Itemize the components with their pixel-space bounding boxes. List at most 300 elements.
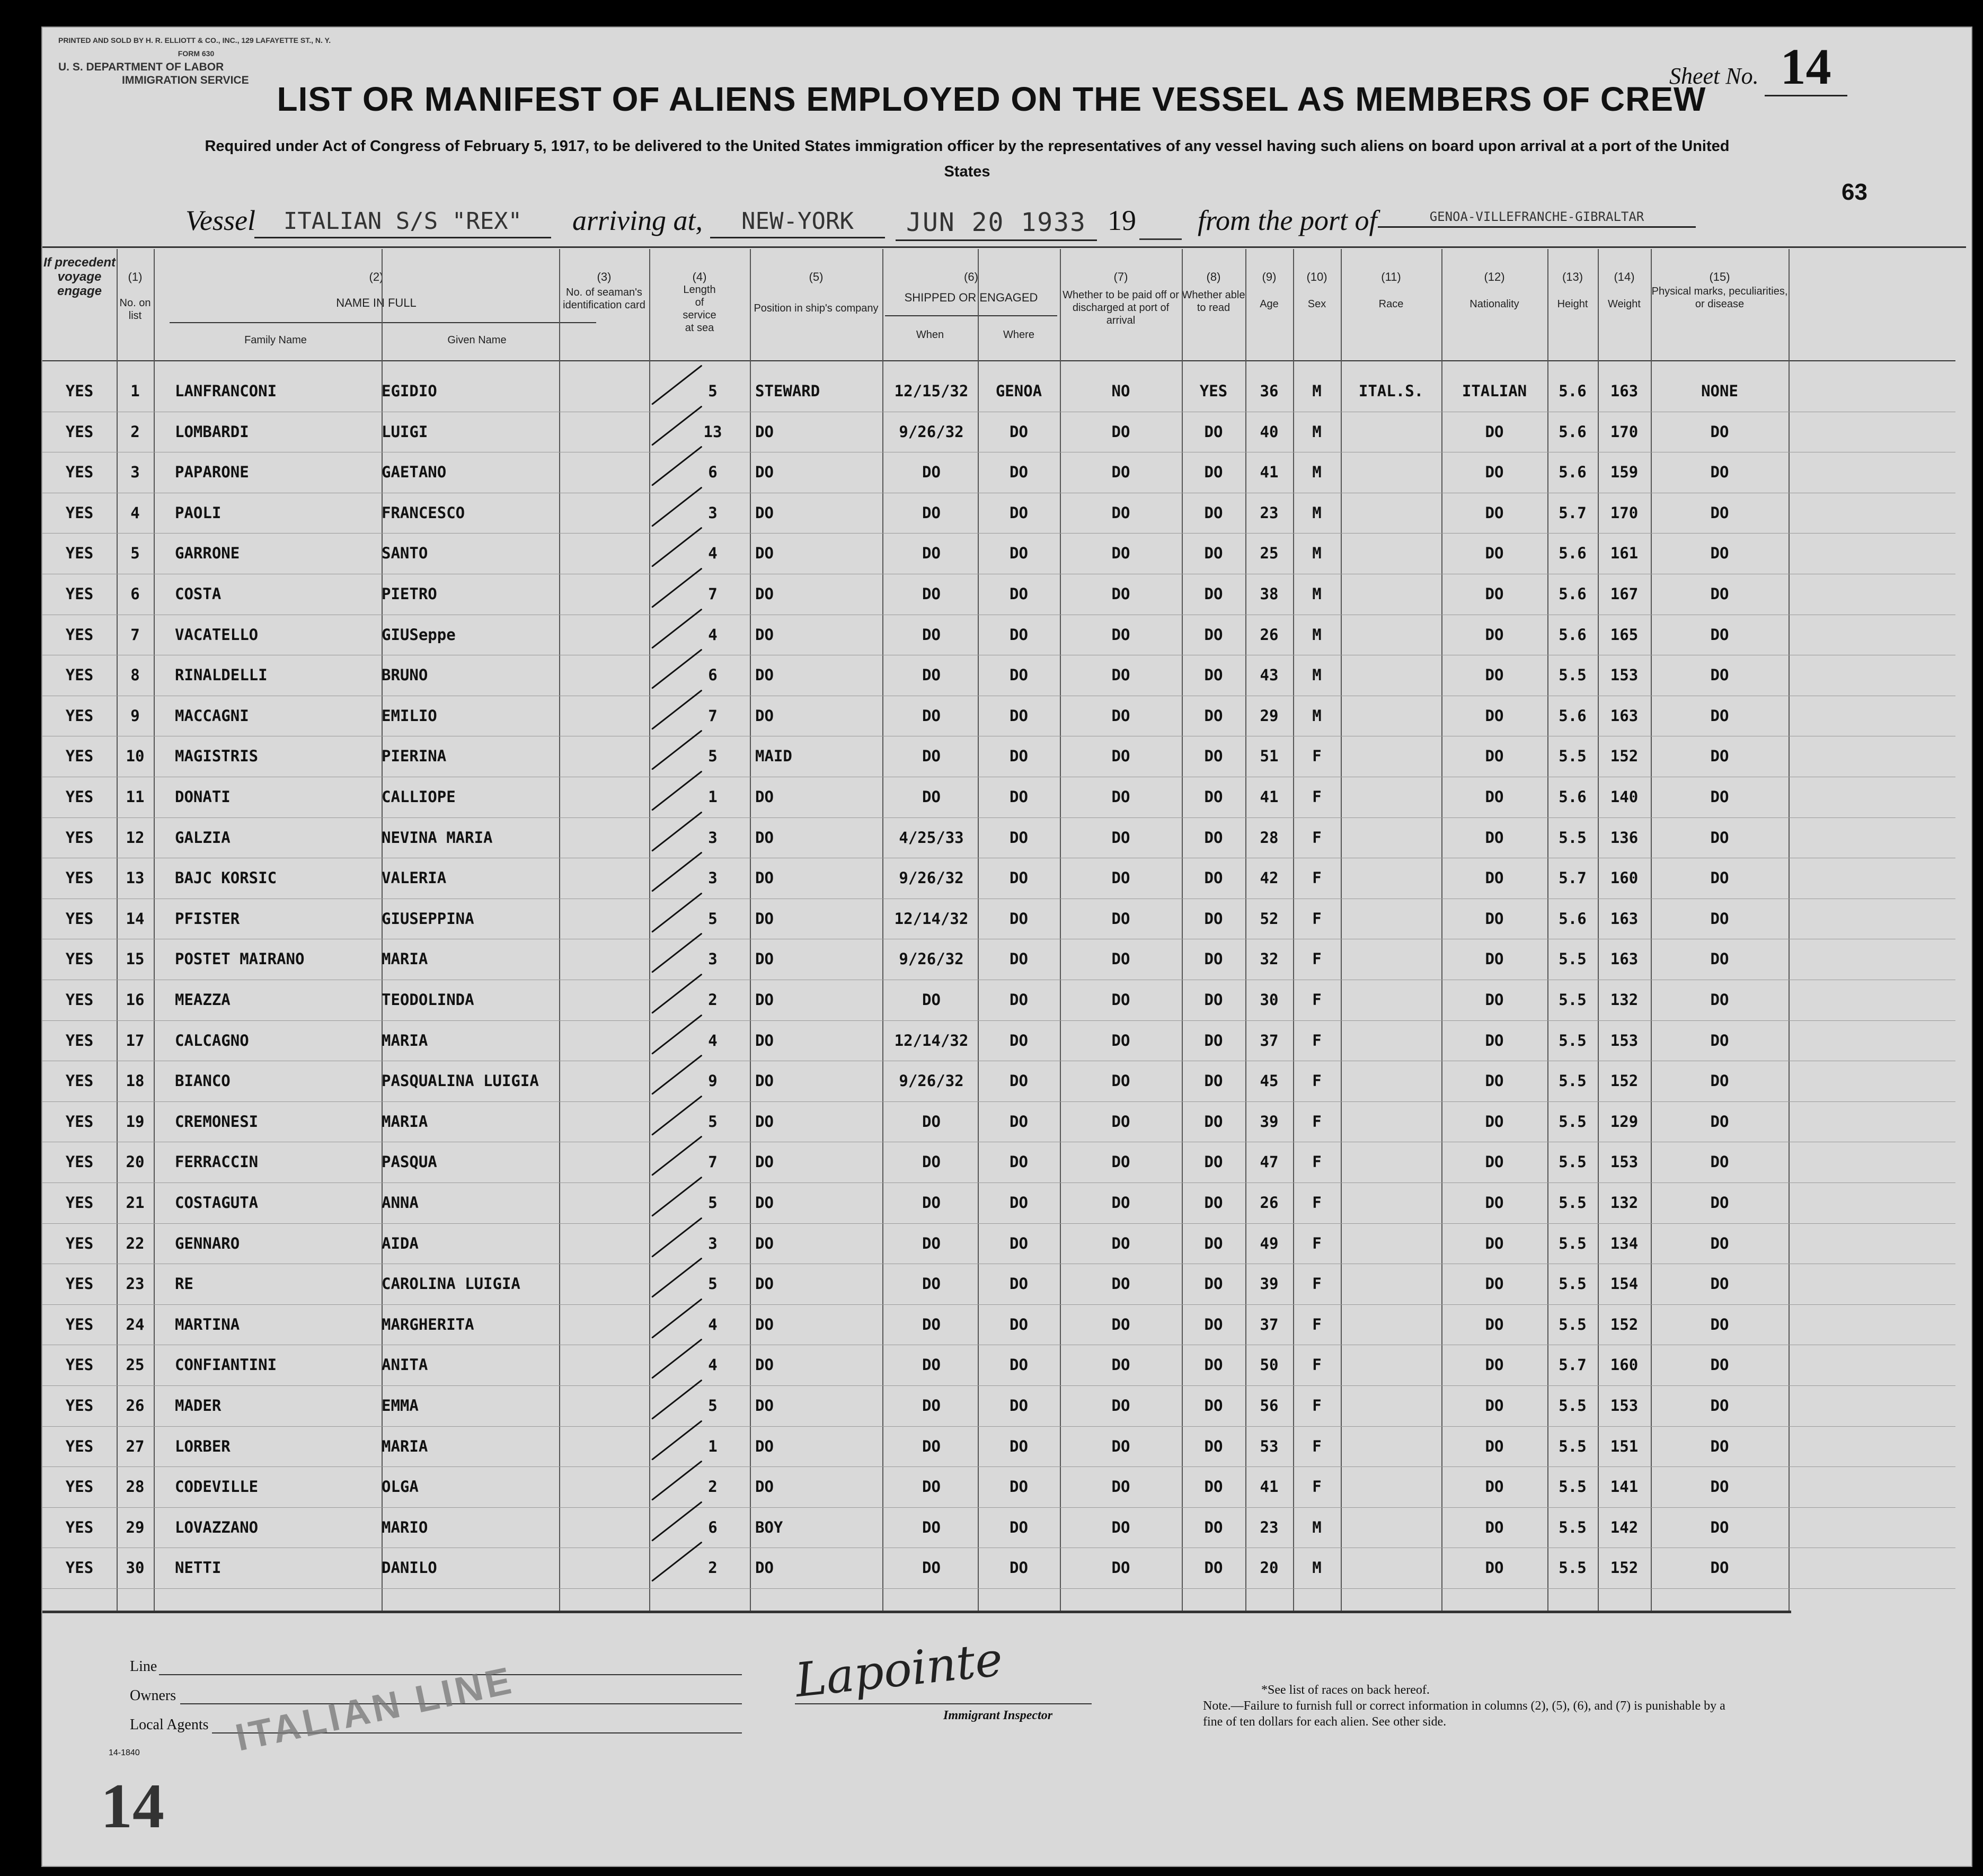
prev-voyage-cell: YES [65, 1559, 94, 1577]
col-header-id-card: No. of seaman's identification card [563, 287, 645, 311]
height-cell: 5.5 [1559, 1072, 1587, 1090]
physical-marks-cell: DO [1710, 991, 1729, 1009]
punch-hole [11, 1632, 32, 1653]
given-name-cell: SANTO [382, 544, 428, 563]
nationality-cell: DO [1485, 422, 1504, 441]
given-name-cell: TEODOLINDA [382, 991, 474, 1009]
shipped-where-cell: DO [1010, 1072, 1028, 1090]
shipped-when-cell: 9/26/32 [899, 422, 964, 441]
family-name-cell: RINALDELLI [175, 666, 268, 684]
given-name-cell: EMMA [382, 1397, 419, 1415]
given-name-cell: GIUSeppe [382, 625, 456, 644]
position-cell: DO [755, 1153, 774, 1171]
position-cell: DO [755, 869, 774, 887]
able-to-read-cell: DO [1204, 1559, 1223, 1577]
shipped-where-cell: DO [1010, 1518, 1028, 1536]
given-name-cell: ANITA [382, 1356, 428, 1374]
height-cell: 5.6 [1559, 909, 1587, 928]
table-row [42, 1507, 1955, 1549]
given-name-cell: CAROLINA LUIGIA [382, 1275, 520, 1293]
position-cell: DO [755, 463, 774, 482]
nationality-cell: DO [1485, 1153, 1504, 1171]
race-cell [1341, 980, 1441, 1020]
age-cell: 42 [1260, 869, 1279, 887]
shipped-when-cell: DO [922, 1194, 941, 1212]
arrival-port: NEW-YORK [710, 208, 885, 238]
sex-cell: F [1312, 1072, 1322, 1090]
position-cell: DO [755, 788, 774, 806]
printer-info [58, 34, 334, 87]
paid-off-cell: DO [1111, 1194, 1130, 1212]
sex-cell: M [1312, 544, 1322, 563]
height-cell: 5.6 [1559, 422, 1587, 441]
shipped-when-cell: 4/25/33 [899, 828, 964, 847]
sex-cell: M [1312, 1518, 1322, 1536]
year-label: 19 [1108, 205, 1136, 236]
height-cell: 5.5 [1559, 1518, 1587, 1536]
signature-text: Lapointe [792, 1631, 1005, 1708]
position-cell: DO [755, 950, 774, 968]
prev-voyage-cell: YES [65, 1478, 94, 1496]
weight-cell: 129 [1610, 1112, 1639, 1131]
given-name-cell: MARIA [382, 1031, 428, 1050]
shipped-when-cell: DO [922, 463, 941, 482]
paid-off-cell: DO [1111, 950, 1130, 968]
race-cell [1341, 1223, 1441, 1264]
family-name-cell: NETTI [175, 1559, 222, 1577]
list-no-cell: 14 [126, 909, 145, 928]
prev-voyage-cell: YES [65, 382, 94, 400]
check-mark [651, 811, 702, 851]
service-length-cell: 2 [708, 1478, 718, 1496]
given-name-cell: FRANCESCO [382, 503, 465, 522]
physical-marks-cell: DO [1710, 706, 1729, 725]
prev-voyage-cell: YES [65, 1397, 94, 1415]
physical-marks-cell: DO [1710, 1275, 1729, 1293]
col-num: (2) [369, 270, 384, 283]
race-cell [1341, 1507, 1441, 1548]
able-to-read-cell: DO [1204, 1518, 1223, 1536]
nationality-cell: DO [1485, 950, 1504, 968]
race-cell [1341, 696, 1441, 736]
physical-marks-cell: DO [1710, 950, 1729, 968]
col-header-where: Where [1003, 329, 1034, 341]
shipped-where-cell: DO [1010, 544, 1028, 563]
height-cell: 5.7 [1559, 1356, 1587, 1374]
race-cell [1341, 939, 1441, 980]
position-cell: DO [755, 1275, 774, 1293]
age-cell: 41 [1260, 788, 1279, 806]
table-row [42, 371, 1955, 412]
family-name-cell: LANFRANCONI [175, 382, 277, 400]
sex-cell: M [1312, 585, 1322, 603]
prev-voyage-cell: YES [65, 788, 94, 806]
age-cell: 39 [1260, 1112, 1279, 1131]
printer-line: PRINTED AND SOLD BY H. R. ELLIOTT & CO., INC., 129 LAFAYETTE ST., N. Y. [58, 36, 331, 45]
shipped-where-cell: DO [1010, 909, 1028, 928]
prev-voyage-cell: YES [65, 503, 94, 522]
height-cell: 5.5 [1559, 747, 1587, 766]
shipped-where-cell: DO [1010, 1275, 1028, 1293]
table-row [42, 574, 1955, 615]
service-length-cell: 13 [703, 422, 722, 441]
position-cell: DO [755, 828, 774, 847]
family-name-cell: CALCAGNO [175, 1031, 249, 1050]
race-cell [1341, 817, 1441, 858]
table-row [42, 1223, 1955, 1265]
shipped-where-cell: DO [1010, 1559, 1028, 1577]
table-row [42, 1466, 1955, 1508]
weight-cell: 163 [1610, 909, 1639, 928]
physical-marks-cell: DO [1710, 1397, 1729, 1415]
nationality-cell: DO [1485, 463, 1504, 482]
race-cell [1341, 858, 1441, 899]
check-mark [651, 364, 702, 405]
col-header-shipped: SHIPPED OR ENGAGED [904, 291, 1038, 304]
sex-cell: M [1312, 503, 1322, 522]
col-num: (15) [1709, 270, 1730, 283]
service-length-cell: 6 [708, 666, 718, 684]
able-to-read-cell: DO [1204, 1437, 1223, 1455]
race-cell [1341, 1426, 1441, 1467]
family-name-cell: CODEVILLE [175, 1478, 259, 1496]
given-name-cell: VALERIA [382, 869, 447, 887]
position-cell: DO [755, 1112, 774, 1131]
list-no-cell: 23 [126, 1275, 145, 1293]
line-label: Line [130, 1658, 157, 1675]
prev-voyage-cell: YES [65, 1437, 94, 1455]
family-name-cell: CREMONESI [175, 1112, 259, 1131]
position-cell: DO [755, 706, 774, 725]
race-cell [1341, 1264, 1441, 1304]
weight-cell: 152 [1610, 747, 1639, 766]
race-cell [1341, 1142, 1441, 1182]
col-header-height: Height [1557, 298, 1588, 310]
col-header-no: No. on list [119, 297, 151, 322]
service-length-cell: 5 [708, 1397, 718, 1415]
race-cell [1341, 1304, 1441, 1345]
table-row [42, 1020, 1955, 1062]
table-row [42, 1101, 1955, 1143]
able-to-read-cell: DO [1204, 463, 1223, 482]
nationality-cell: DO [1485, 1478, 1504, 1496]
family-name-cell: MARTINA [175, 1315, 240, 1333]
paid-off-cell: DO [1111, 1559, 1130, 1577]
paid-off-cell: DO [1111, 1072, 1130, 1090]
col-header-given-name: Given Name [447, 334, 507, 346]
list-no-cell: 5 [130, 544, 140, 563]
physical-marks-cell: DO [1710, 503, 1729, 522]
family-name-cell: RE [175, 1275, 193, 1293]
shipped-where-cell: DO [1010, 503, 1028, 522]
col-num: (6) [964, 270, 978, 283]
position-cell: DO [755, 625, 774, 644]
owners-label: Owners [130, 1687, 176, 1704]
age-cell: 52 [1260, 909, 1279, 928]
table-bottom-rule [42, 1611, 1791, 1613]
list-no-cell: 30 [126, 1559, 145, 1577]
paid-off-cell: DO [1111, 666, 1130, 684]
paid-off-cell: DO [1111, 1153, 1130, 1171]
check-mark [651, 405, 702, 446]
shipped-when-cell: DO [922, 991, 941, 1009]
signature-underline [795, 1703, 1092, 1704]
height-cell: 5.5 [1559, 1478, 1587, 1496]
prev-voyage-cell: YES [65, 1234, 94, 1252]
position-cell: DO [755, 585, 774, 603]
check-mark [651, 1095, 702, 1135]
able-to-read-cell: DO [1204, 503, 1223, 522]
paid-off-cell: DO [1111, 463, 1130, 482]
sheet-label: Sheet No. [1669, 63, 1759, 89]
table-row [42, 493, 1955, 534]
able-to-read-cell: DO [1204, 544, 1223, 563]
table-row [42, 1304, 1955, 1346]
race-cell [1341, 1466, 1441, 1507]
nationality-cell: DO [1485, 1194, 1504, 1212]
age-cell: 37 [1260, 1315, 1279, 1333]
prev-voyage-cell: YES [65, 1153, 94, 1171]
physical-marks-cell: DO [1710, 422, 1729, 441]
physical-marks-cell: DO [1710, 1437, 1729, 1455]
given-name-cell: MARIA [382, 1112, 428, 1131]
table-row [42, 980, 1955, 1021]
physical-marks-cell: DO [1710, 1194, 1729, 1212]
weight-cell: 152 [1610, 1315, 1639, 1333]
col-num: (13) [1562, 270, 1583, 283]
weight-cell: 132 [1610, 1194, 1639, 1212]
physical-marks-cell: DO [1710, 585, 1729, 603]
weight-cell: 154 [1610, 1275, 1639, 1293]
list-no-cell: 20 [126, 1153, 145, 1171]
shipped-where-cell: DO [1010, 1112, 1028, 1131]
height-cell: 5.5 [1559, 1559, 1587, 1577]
position-cell: DO [755, 1072, 774, 1090]
physical-marks-cell: DO [1710, 1356, 1729, 1374]
family-name-cell: MADER [175, 1397, 222, 1415]
given-name-cell: LUIGI [382, 422, 428, 441]
col-header-previous-voyage: If precedent voyage engage [43, 255, 116, 298]
age-cell: 23 [1260, 1518, 1279, 1536]
height-cell: 5.5 [1559, 828, 1587, 847]
able-to-read-cell: YES [1199, 382, 1228, 400]
service-length-cell: 2 [708, 991, 718, 1009]
year-underline [1139, 238, 1182, 240]
given-name-cell: GAETANO [382, 463, 447, 482]
race-cell [1341, 493, 1441, 534]
check-mark [651, 1055, 702, 1095]
weight-cell: 141 [1610, 1478, 1639, 1496]
age-cell: 30 [1260, 991, 1279, 1009]
name-subrule [170, 322, 596, 323]
able-to-read-cell: DO [1204, 1478, 1223, 1496]
shipped-where-cell: DO [1010, 1397, 1028, 1415]
prev-voyage-cell: YES [65, 1356, 94, 1374]
height-cell: 5.5 [1559, 1275, 1587, 1293]
service-label: IMMIGRATION SERVICE [122, 74, 249, 86]
check-mark [651, 892, 702, 932]
check-mark [651, 1461, 702, 1501]
paid-off-cell: DO [1111, 1478, 1130, 1496]
shipped-where-cell: DO [1010, 1194, 1028, 1212]
paid-off-cell: DO [1111, 909, 1130, 928]
race-cell [1341, 899, 1441, 939]
prev-voyage-cell: YES [65, 585, 94, 603]
family-name-cell: DONATI [175, 788, 231, 806]
sex-cell: F [1312, 1397, 1322, 1415]
shipped-where-cell: GENOA [995, 382, 1042, 400]
penalty-note: Note.—Failure to furnish full or correct information in columns (2), (5), (6), and (7) is punishable by a fine of ten dollars for each alien. See other side. [1203, 1699, 1725, 1729]
prev-voyage-cell: YES [65, 422, 94, 441]
service-length-cell: 4 [708, 544, 718, 563]
col-header-weight: Weight [1608, 298, 1641, 310]
nationality-cell: DO [1485, 1518, 1504, 1536]
table-row [42, 1061, 1955, 1102]
age-cell: 45 [1260, 1072, 1279, 1090]
service-length-cell: 5 [708, 1112, 718, 1131]
sex-cell: F [1312, 1478, 1322, 1496]
shipped-where-cell: DO [1010, 1478, 1028, 1496]
height-cell: 5.5 [1559, 1397, 1587, 1415]
family-name-cell: GALZIA [175, 828, 231, 847]
check-mark [651, 1136, 702, 1176]
prev-voyage-cell: YES [65, 991, 94, 1009]
sex-cell: F [1312, 828, 1322, 847]
col-header-race: Race [1378, 298, 1404, 310]
sex-cell: F [1312, 1153, 1322, 1171]
sex-cell: M [1312, 625, 1322, 644]
arrival-date-stamp: JUN 20 1933 [896, 208, 1097, 241]
local-agents-label: Local Agents [130, 1717, 209, 1733]
weight-cell: 136 [1610, 828, 1639, 847]
position-cell: DO [755, 1356, 774, 1374]
height-cell: 5.5 [1559, 950, 1587, 968]
position-cell: DO [755, 1559, 774, 1577]
col-header-nationality: Nationality [1469, 298, 1519, 310]
nationality-cell: DO [1485, 1437, 1504, 1455]
table-row [42, 1345, 1955, 1386]
position-cell: DO [755, 503, 774, 522]
from-label: from the port of [1198, 205, 1377, 236]
physical-marks-cell: DO [1710, 1559, 1729, 1577]
check-mark [651, 1176, 702, 1216]
prev-voyage-cell: YES [65, 625, 94, 644]
sex-cell: F [1312, 788, 1322, 806]
list-no-cell: 18 [126, 1072, 145, 1090]
list-no-cell: 26 [126, 1397, 145, 1415]
physical-marks-cell: NONE [1701, 382, 1738, 400]
sex-cell: F [1312, 869, 1322, 887]
age-cell: 26 [1260, 1194, 1279, 1212]
family-name-cell: MEAZZA [175, 991, 231, 1009]
able-to-read-cell: DO [1204, 666, 1223, 684]
sex-cell: F [1312, 1112, 1322, 1131]
nationality-cell: DO [1485, 1315, 1504, 1333]
service-length-cell: 7 [708, 706, 718, 725]
service-length-cell: 6 [708, 1518, 718, 1536]
physical-marks-cell: DO [1710, 909, 1729, 928]
col-num: (5) [809, 270, 824, 283]
service-length-cell: 7 [708, 1153, 718, 1171]
sex-cell: F [1312, 1194, 1322, 1212]
prev-voyage-cell: YES [65, 463, 94, 482]
physical-marks-cell: DO [1710, 788, 1729, 806]
list-no-cell: 15 [126, 950, 145, 968]
able-to-read-cell: DO [1204, 1072, 1223, 1090]
check-mark [651, 770, 702, 811]
age-cell: 32 [1260, 950, 1279, 968]
service-length-cell: 5 [708, 909, 718, 928]
able-to-read-cell: DO [1204, 1031, 1223, 1050]
col-num: (11) [1381, 270, 1401, 283]
shipped-where-cell: DO [1010, 869, 1028, 887]
shipped-where-cell: DO [1010, 1234, 1028, 1252]
paid-off-cell: DO [1111, 422, 1130, 441]
departure-ports: GENOA-VILLEFRANCHE-GIBRALTAR [1378, 209, 1696, 228]
nationality-cell: DO [1485, 788, 1504, 806]
col-header-read: Whether able to read [1182, 289, 1245, 314]
paid-off-cell: DO [1111, 991, 1130, 1009]
service-length-cell: 5 [708, 1275, 718, 1293]
weight-cell: 153 [1610, 1153, 1639, 1171]
weight-cell: 132 [1610, 991, 1639, 1009]
able-to-read-cell: DO [1204, 869, 1223, 887]
given-name-cell: ANNA [382, 1194, 419, 1212]
shipped-when-cell: DO [922, 706, 941, 725]
shipped-when-cell: DO [922, 788, 941, 806]
age-cell: 23 [1260, 503, 1279, 522]
height-cell: 5.6 [1559, 625, 1587, 644]
paid-off-cell: DO [1111, 1112, 1130, 1131]
height-cell: 5.6 [1559, 382, 1587, 400]
sex-cell: F [1312, 909, 1322, 928]
height-cell: 5.5 [1559, 1153, 1587, 1171]
physical-marks-cell: DO [1710, 1234, 1729, 1252]
able-to-read-cell: DO [1204, 991, 1223, 1009]
table-row [42, 899, 1955, 940]
list-no-cell: 12 [126, 828, 145, 847]
italian-line-stamp: ITALIAN LINE [232, 1659, 518, 1759]
age-cell: 50 [1260, 1356, 1279, 1374]
vessel-name: ITALIAN S/S "REX" [254, 208, 551, 238]
prev-voyage-cell: YES [65, 747, 94, 766]
age-cell: 38 [1260, 585, 1279, 603]
shipped-where-cell: DO [1010, 463, 1028, 482]
height-cell: 5.5 [1559, 1437, 1587, 1455]
race-cell [1341, 574, 1441, 615]
shipped-when-cell: DO [922, 666, 941, 684]
table-row [42, 1548, 1955, 1589]
prev-voyage-cell: YES [65, 544, 94, 563]
shipped-where-cell: DO [1010, 747, 1028, 766]
document-title: LIST OR MANIFEST OF ALIENS EMPLOYED ON THE VESSEL AS MEMBERS OF CREW [277, 80, 1706, 118]
check-mark [651, 1542, 702, 1582]
shipped-where-cell: DO [1010, 666, 1028, 684]
given-name-cell: MARIA [382, 1437, 428, 1455]
given-name-cell: DANILO [382, 1559, 437, 1577]
col-num: (7) [1113, 270, 1128, 283]
shipped-when-cell: DO [922, 1397, 941, 1415]
table-row [42, 696, 1955, 737]
given-name-cell: AIDA [382, 1234, 419, 1252]
nationality-cell: DO [1485, 1112, 1504, 1131]
age-cell: 41 [1260, 1478, 1279, 1496]
given-name-cell: MARIO [382, 1518, 428, 1536]
given-name-cell: CALLIOPE [382, 788, 456, 806]
weight-cell: 153 [1610, 1397, 1639, 1415]
paid-off-cell: DO [1111, 585, 1130, 603]
given-name-cell: PIERINA [382, 747, 447, 766]
